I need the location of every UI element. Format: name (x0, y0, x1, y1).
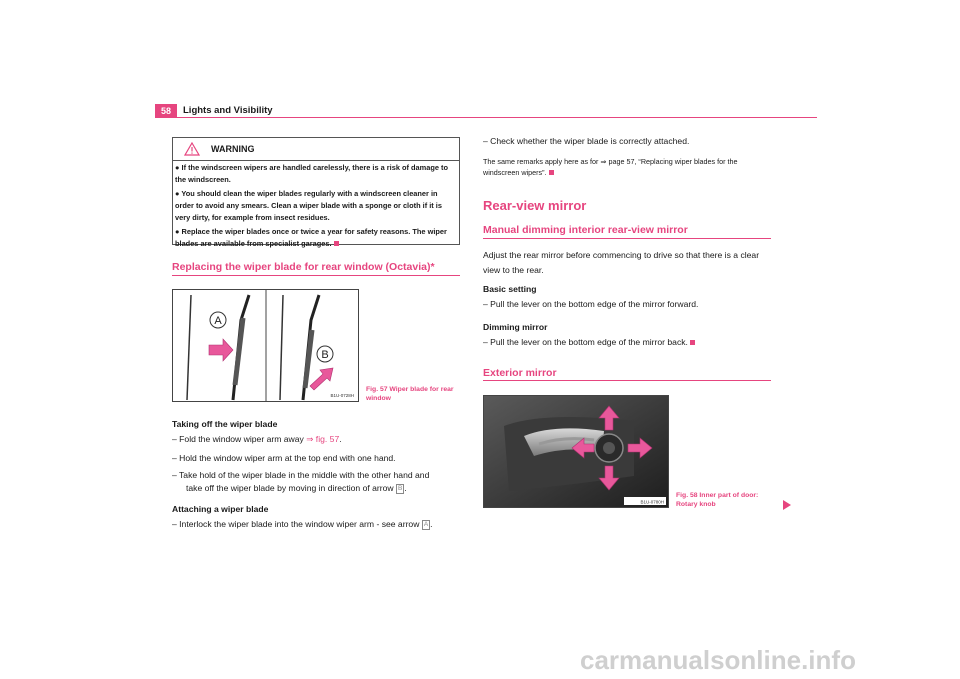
warning-body (175, 162, 456, 252)
warning-item: ● If the windscreen wipers are handled carelessly, there is a risk of damage to the windscreen. (175, 163, 448, 184)
figure-code: B1U-0728H (330, 393, 354, 398)
manual-dimming-heading: Manual dimming interior rear-view mirror (483, 224, 688, 236)
heading-rule (483, 380, 771, 381)
arrow-b-ref: B (398, 484, 403, 492)
heading-rule (172, 275, 460, 276)
basic-setting-title: Basic setting (483, 284, 537, 294)
end-marker-icon (549, 170, 554, 175)
figure-58-caption: Fig. 58 Inner part of door: Rotary knob (676, 492, 759, 508)
label-b: B (321, 349, 329, 361)
dimming-title: Dimming mirror (483, 322, 548, 332)
step-hold-arm: – Hold the window wiper arm at the top end with one hand. (172, 453, 396, 463)
basic-setting-step: – Pull the lever on the bottom edge of the mirror forward. (483, 299, 699, 309)
label-a: A (214, 315, 222, 327)
page-number: 58 (155, 104, 177, 118)
section-title: Lights and Visibility (183, 105, 273, 116)
step-take-hold: – Take hold of the wiper blade in the middle with the other hand and (172, 470, 430, 480)
exterior-mirror-heading: Exterior mirror (483, 367, 557, 379)
remark-text: The same remarks apply here as for ⇒ page 57, “Replacing wiper blades for the windscreen wipers”. (483, 157, 738, 177)
header-rule (177, 117, 817, 118)
step-check-attached: – Check whether the wiper blade is correctly attached. (483, 136, 690, 146)
figure-58 (483, 395, 669, 508)
attaching-title: Attaching a wiper blade (172, 504, 269, 514)
site-watermark: carmanualsonline.info (580, 645, 856, 675)
dimming-step: – Pull the lever on the bottom edge of the mirror back. (483, 335, 695, 350)
taking-off-title: Taking off the wiper blade (172, 419, 278, 429)
step-fold-arm: – Fold the window wiper arm away ⇒ fig. 57. (172, 434, 342, 444)
door-rotary-knob-illustration (484, 396, 668, 507)
end-marker-icon (334, 241, 339, 246)
fig-57-link[interactable]: ⇒ fig. 57 (306, 434, 340, 444)
rear-wiper-heading: Replacing the wiper blade for rear window (Octavia)* (172, 261, 435, 273)
adjust-text: Adjust the rear mirror before commencing to drive so that there is a clear view to the rear. (483, 250, 760, 275)
next-page-arrow-icon[interactable] (783, 500, 791, 510)
heading-rule (483, 238, 771, 239)
figure-code: B1U-0780H (640, 499, 664, 505)
rear-view-mirror-heading: Rear-view mirror (483, 198, 587, 213)
warning-item: ● Replace the wiper blades once or twice a year for safety reasons. The wiper blades are available from specialist garages. (175, 227, 447, 248)
warning-item: ● You should clean the wiper blades regularly with a windscreen cleaner in order to avoid any smears. Clean a wiper blade with a sponge or cloth if it is very dirty, for example from insect residues. (175, 189, 442, 222)
figure-57-caption: Fig. 57 Wiper blade for rear window (366, 386, 454, 402)
figure-57 (172, 289, 359, 402)
warning-box (172, 137, 460, 248)
wiper-blade-illustration (173, 290, 358, 401)
arrow-a-ref: A (423, 520, 429, 528)
warning-triangle-icon (184, 142, 200, 156)
warning-divider (173, 160, 459, 161)
step-interlock: – Interlock the wiper blade into the window wiper arm - see arrow A . (172, 519, 433, 529)
step-take-off: take off the wiper blade by moving in direction of arrow B . (186, 483, 407, 493)
warning-title: WARNING (211, 144, 255, 154)
end-marker-icon (690, 340, 695, 345)
